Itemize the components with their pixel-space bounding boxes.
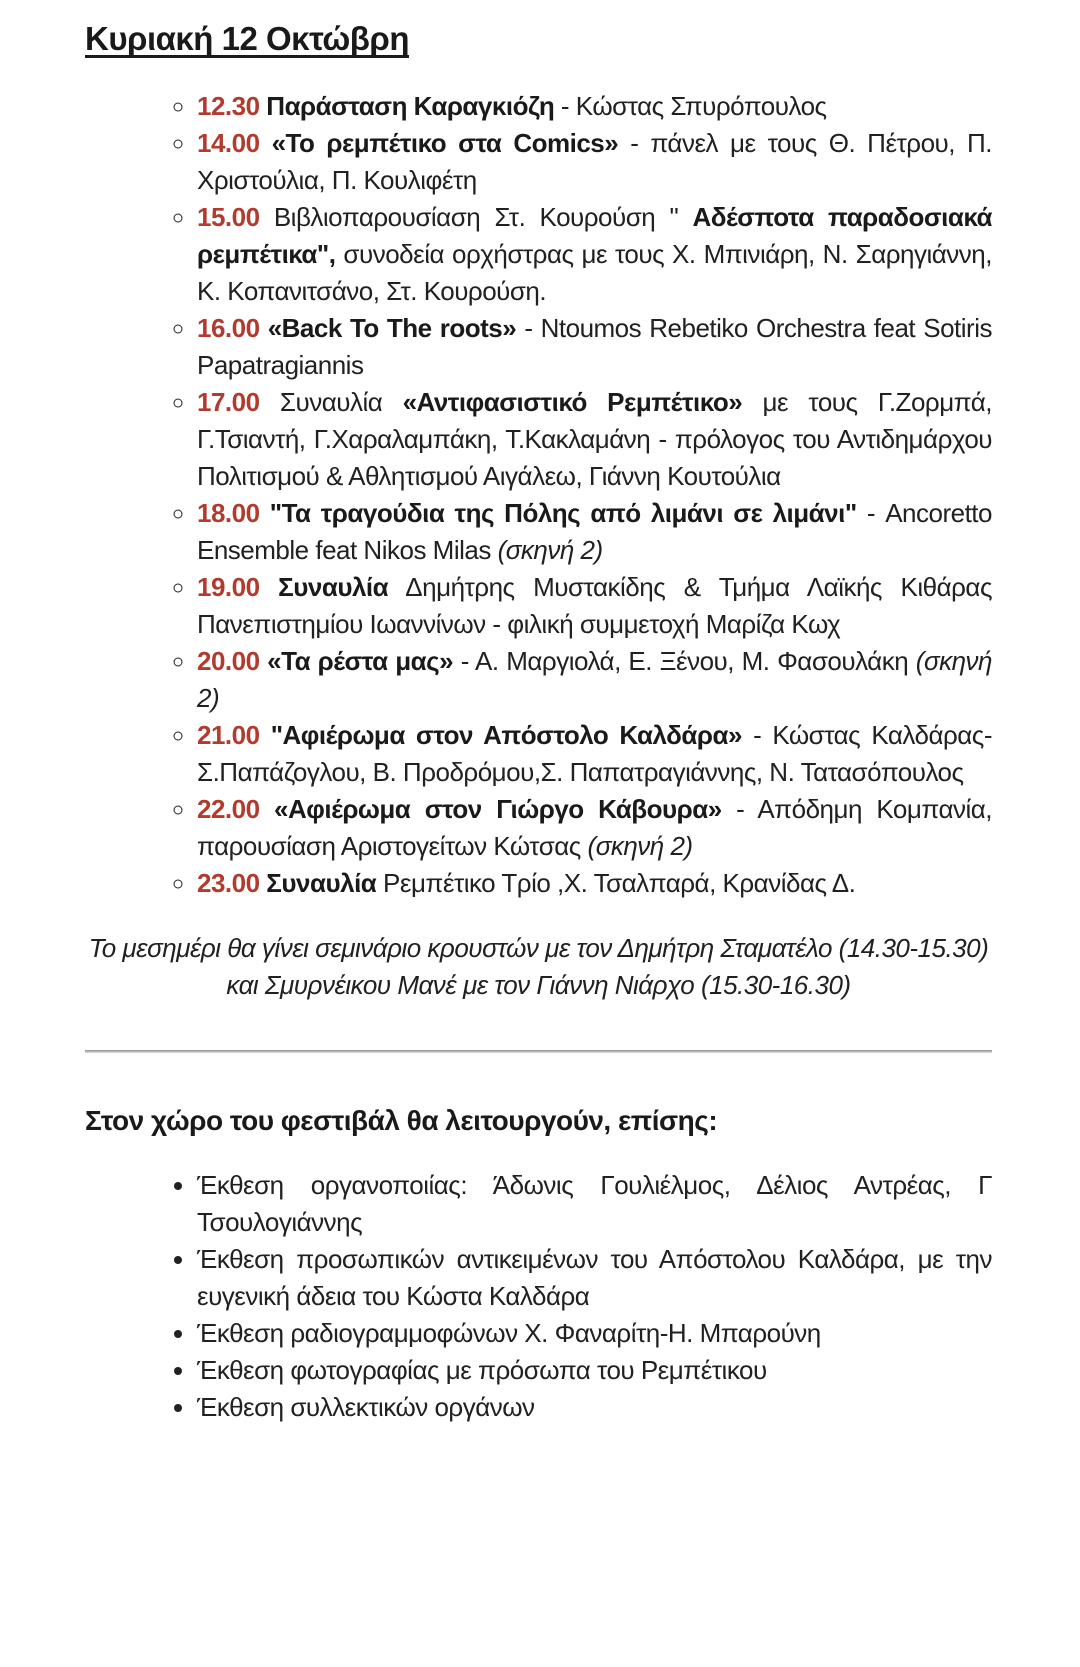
facility-item: • Έκθεση συλλεκτικών οργάνων: [197, 1389, 992, 1426]
schedule-item: [197, 384, 992, 495]
seminar-line: και Σμυρνέικου Μανέ με τον Γιάννη Νιάρχο (15.30-16.30): [226, 970, 851, 1000]
event-time: 17.00: [197, 387, 260, 417]
event-text: Συναυλία: [259, 868, 377, 898]
event-time: 23.00: [197, 868, 260, 898]
event-text: - Α. Μαργιολά, Ε. Ξένου, Μ. Φασουλάκη: [453, 646, 916, 676]
event-time: 19.00: [197, 572, 260, 602]
schedule-item: [197, 717, 992, 791]
event-time: 18.00: [197, 498, 260, 528]
schedule-item: [197, 88, 992, 125]
event-text: «Το ρεμπέτικο στα Comics»: [259, 128, 619, 158]
event-text: Αδέσποτα παραδοσιακά ρεμπέτικα",: [197, 202, 993, 269]
event-text: Παράσταση Καραγκιόζη: [259, 91, 555, 121]
event-text: - Ancoretto Ensemble feat Nikos Milas: [197, 498, 992, 565]
page-title: Κυριακή 12 Οκτώβρη: [85, 20, 409, 57]
event-time: 15.00: [197, 202, 260, 232]
event-text: Συναυλία: [259, 387, 403, 417]
schedule-item: [197, 125, 992, 199]
page-content: [0, 20, 1080, 1426]
event-text: συνοδεία ορχήστρας με τους Χ. Μπινιάρη, Ν. Σαρηγιάννη, Κ. Κοπανιτσάνο, Στ. Κουρούση.: [197, 239, 992, 306]
schedule-item: [197, 310, 992, 384]
event-text: - Απόδημη Κομπανία, παρουσίαση Αριστογείτων Κώτσας: [197, 794, 993, 861]
facility-item: • Έκθεση ραδιογραμμοφώνων Χ. Φαναρίτη-Η. Μπαρούνη: [197, 1315, 992, 1352]
seminar-note: [85, 930, 992, 1004]
event-text: "Αφιέρωμα στον Απόστολο Καλδάρα»: [259, 720, 742, 750]
event-text: «Αφιέρωμα στον Γιώργο Κάβουρα»: [259, 794, 722, 824]
event-text: - πάνελ με τους Θ. Πέτρου, Π. Χριστούλια, Π. Κουλιφέτη: [197, 128, 992, 195]
event-time: 14.00: [197, 128, 260, 158]
facility-item: • Έκθεση φωτογραφίας με πρόσωπα του Ρεμπέτικου: [197, 1352, 992, 1389]
schedule-item: [197, 199, 992, 310]
facilities-list: [85, 1167, 992, 1426]
event-text: - Κώστας Σπυρόπουλος: [554, 91, 827, 121]
schedule-item: [197, 791, 992, 865]
schedule-item: [197, 643, 992, 717]
event-text: Ρεμπέτικο Τρίο ,Χ. Τσαλπαρά, Κρανίδας Δ.: [376, 868, 856, 898]
event-text: (σκηνή 2): [497, 535, 603, 565]
facility-item: • Έκθεση οργανοποιίας: Άδωνις Γουλιέλμος, Δέλιος Αντρέας, Γ Τσουλογιάννης: [197, 1167, 992, 1241]
event-text: (σκηνή 2): [587, 831, 693, 861]
event-time: 12.30: [197, 91, 260, 121]
event-text: - Κώστας Καλδάρας- Σ.Παπάζογλου, Β. Προδρόμου,Σ. Παπατραγιάννης, Ν. Τατασόπουλος: [197, 720, 992, 787]
event-text: Βιβλιοπαρουσίαση Στ. Κουρούση ": [259, 202, 693, 232]
section-heading: Στον χώρο του φεστιβάλ θα λειτουργούν, επίσης:: [85, 1105, 718, 1136]
event-text: «Αντιφασιστικό Ρεμπέτικο»: [402, 387, 743, 417]
event-text: "Τα τραγούδια της Πόλης από λιμάνι σε λιμάνι": [259, 498, 857, 528]
event-text: «Τα ρέστα μας»: [259, 646, 454, 676]
event-text: (σκηνή 2): [197, 646, 992, 713]
schedule-item: [197, 569, 992, 643]
section-divider: [85, 1050, 992, 1053]
schedule-item: [197, 495, 992, 569]
event-text: Συναυλία: [259, 572, 389, 602]
event-text: «Back To The roots»: [259, 313, 517, 343]
event-text: - Ntoumos Rebetiko Orchestra feat Sotiris Papatragiannis: [197, 313, 992, 380]
event-time: 22.00: [197, 794, 260, 824]
schedule-item: [197, 865, 992, 902]
facility-item: • Έκθεση προσωπικών αντικειμένων του Απόστολου Καλδάρα, με την ευγενική άδεια του Κώστα Καλδάρα: [197, 1241, 992, 1315]
event-time: 21.00: [197, 720, 260, 750]
event-text: Δημήτρης Μυστακίδης & Τμήμα Λαϊκής Κιθάρας Πανεπιστημίου Ιωαννίνων - φιλική συμμετοχή Μαρίζα Κωχ: [197, 572, 992, 639]
event-time: 20.00: [197, 646, 260, 676]
schedule-list: [85, 88, 992, 902]
event-time: 16.00: [197, 313, 260, 343]
event-text: με τους Γ.Ζορμπά, Γ.Τσιαντή, Γ.Χαραλαμπάκη, Τ.Κακλαμάνη - πρόλογος του Αντιδημάρχου Πολιτισμού & Αθλητισμού Αιγάλεω, Γιάννη Κουτούλια: [197, 387, 992, 491]
seminar-line: Το μεσημέρι θα γίνει σεμινάριο κρουστών με τον Δημήτρη Σταματέλο (14.30-15.30): [88, 933, 989, 963]
